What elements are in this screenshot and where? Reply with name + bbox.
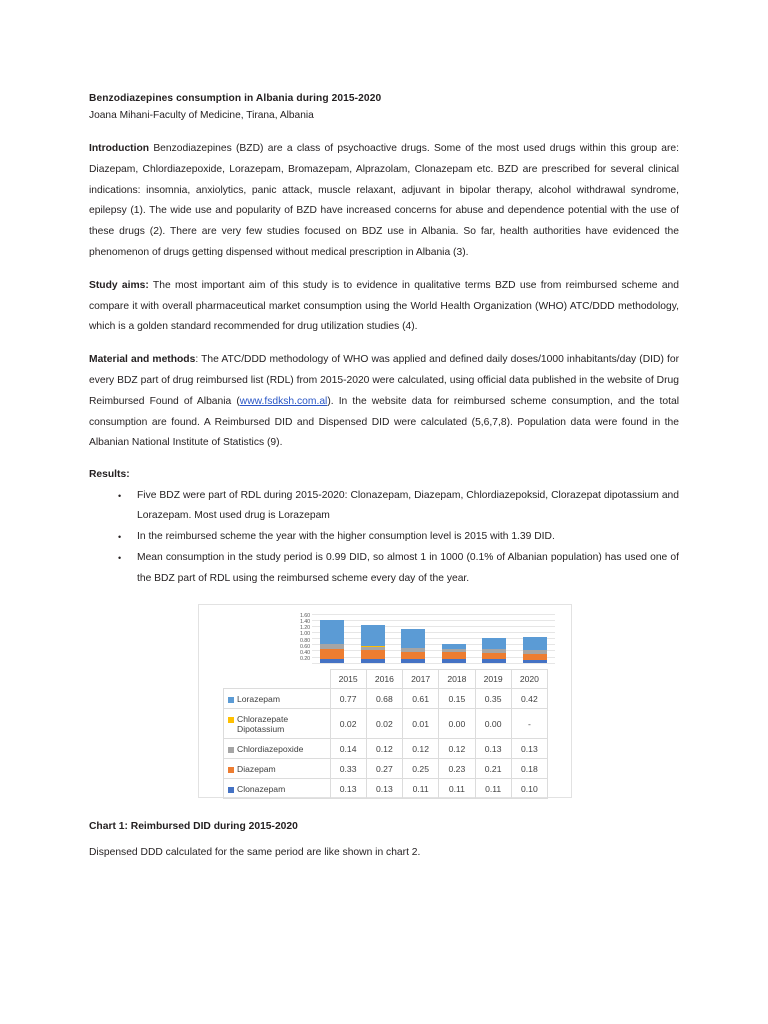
data-cell: 0.33 <box>330 759 366 779</box>
data-cell: 0.02 <box>330 709 366 739</box>
list-item: • Five BDZ were part of RDL during 2015-2020: Clonazepam, Diazepam, Chlordiazepoksid, Clorazepat dipotassium and Lorazepam. Most used drug is Lorazepam <box>89 486 679 528</box>
bar-group-2018 <box>434 614 475 663</box>
data-cell: - <box>511 709 547 739</box>
chart-plot-bars <box>312 614 555 663</box>
stacked-bar <box>442 644 466 663</box>
bar-group-2019 <box>474 614 515 663</box>
chart-y-axis <box>284 614 310 664</box>
legend-swatch-icon <box>228 747 234 753</box>
data-cell: 0.13 <box>511 739 547 759</box>
results-bullet-list <box>89 486 679 590</box>
data-cell: 0.11 <box>475 779 511 799</box>
table-row <box>224 689 548 709</box>
legend-entry-clonazepam <box>224 779 331 799</box>
list-item: • In the reimbursed scheme the year with the higher consumption level is 2015 with 1.39 DID. <box>89 527 679 548</box>
data-cell: 0.13 <box>366 779 402 799</box>
stacked-bar <box>523 637 547 662</box>
data-cell: 0.12 <box>403 739 439 759</box>
column-header-2018: 2018 <box>439 669 475 689</box>
bar-segment-clonazepam <box>361 659 385 663</box>
introduction-paragraph <box>89 139 679 264</box>
study-aims-body: The most important aim of this study is to evidence in qualitative terms BZD use from reimbursed scheme and compare it with overall pharmaceutical market consumption using the World Health Organization (WHO) ATC/DDD methodology, which is a golden standard recommended for drug utilization studies (4). <box>89 279 679 333</box>
y-axis-tick: 0.60 <box>299 643 310 650</box>
legend-swatch-icon <box>228 767 234 773</box>
material-methods-label: Material and methods <box>89 354 196 366</box>
data-cell: 0.15 <box>439 689 475 709</box>
legend-entry-lorazepam <box>224 689 331 709</box>
bar-segment-lorazepam <box>361 625 385 646</box>
legend-label: Chlorazepate <box>237 713 289 724</box>
y-axis-tick: 1.20 <box>299 625 310 632</box>
y-axis-tick: 0.40 <box>299 650 310 657</box>
chart-data-table-body <box>224 669 548 799</box>
chart-caption: Chart 1: Reimbursed DID during 2015-2020 <box>89 820 298 832</box>
material-methods-paragraph <box>89 350 679 454</box>
bar-segment-lorazepam <box>482 638 506 649</box>
y-axis-tick: 1.40 <box>299 618 310 625</box>
data-cell: 0.25 <box>403 759 439 779</box>
data-cell: 0.00 <box>439 709 475 739</box>
bar-segment-lorazepam <box>523 637 547 650</box>
y-axis-tick: 1.00 <box>299 631 310 638</box>
legend-label: Clonazepam <box>237 783 286 794</box>
data-cell: 0.21 <box>475 759 511 779</box>
data-cell: 0.42 <box>511 689 547 709</box>
chart-data-table <box>223 669 548 800</box>
document-content <box>89 91 679 863</box>
data-cell: 0.11 <box>439 779 475 799</box>
bar-segment-clonazepam <box>401 659 425 662</box>
study-aims-label: Study aims: <box>89 279 149 291</box>
legend-label-line2: Dipotassium <box>237 723 285 734</box>
bar-segment-diazepam <box>401 652 425 660</box>
legend-swatch-icon <box>228 697 234 703</box>
data-cell: 0.00 <box>475 709 511 739</box>
data-cell: 0.18 <box>511 759 547 779</box>
table-row <box>224 779 548 799</box>
column-header-2019: 2019 <box>475 669 511 689</box>
legend-entry-chlordiazepoxide <box>224 739 331 759</box>
bar-segment-clonazepam <box>320 659 344 663</box>
data-cell: 0.13 <box>330 779 366 799</box>
page-title: Benzodiazepines consumption in Albania during 2015-2020 <box>89 93 382 104</box>
data-cell: 0.68 <box>366 689 402 709</box>
y-axis-tick: 0.20 <box>299 656 310 663</box>
data-cell: 0.12 <box>366 739 402 759</box>
table-row <box>224 709 548 739</box>
data-cell: 0.27 <box>366 759 402 779</box>
introduction-label: Introduction <box>89 143 150 155</box>
legend-label: Diazepam <box>237 763 276 774</box>
list-item: • Mean consumption in the study period is 0.99 DID, so almost 1 in 1000 (0.1% of Albanian population) has used one of the BDZ part of RDL using the reimbursed scheme every day of the year. <box>89 548 679 590</box>
column-header-2016: 2016 <box>366 669 402 689</box>
legend-label: Lorazepam <box>237 693 280 704</box>
data-cell: 0.35 <box>475 689 511 709</box>
stacked-bar <box>401 629 425 663</box>
chart-1-container <box>198 604 572 798</box>
column-header-2017: 2017 <box>403 669 439 689</box>
y-axis-tick: 1.60 <box>299 612 310 619</box>
bar-segment-diazepam <box>442 652 466 659</box>
data-cell: 0.61 <box>403 689 439 709</box>
data-cell: 0.01 <box>403 709 439 739</box>
legend-entry-diazepam <box>224 759 331 779</box>
study-aims-paragraph <box>89 276 679 338</box>
bar-segment-lorazepam <box>320 620 344 644</box>
fsdksh-website-link[interactable]: www.fsdksh.com.al <box>239 395 328 407</box>
bar-segment-diazepam <box>320 649 344 659</box>
data-cell: 0.13 <box>475 739 511 759</box>
bar-segment-clonazepam <box>442 659 466 662</box>
bar-segment-lorazepam <box>401 629 425 648</box>
table-row <box>224 739 548 759</box>
gridline <box>312 663 555 664</box>
bar-group-2020 <box>515 614 556 663</box>
legend-label: Chlordiazepoxide <box>237 743 304 754</box>
data-cell: 0.77 <box>330 689 366 709</box>
material-methods-body-part2: ). In the website data for reimbursed scheme consumption, and the total consumption are found. A Reimbursed DID and Dispensed DID were calculated (5,6,7,8). Population data were found in the Albanian National Institute of Statistics (9). <box>89 395 680 449</box>
closing-line: Dispensed DDD calculated for the same period are like shown in chart 2. <box>89 847 421 859</box>
y-axis-tick: 0.80 <box>299 637 310 644</box>
bar-group-2015 <box>312 614 353 663</box>
bar-segment-clonazepam <box>523 660 547 663</box>
author-line: Joana Mihani-Faculty of Medicine, Tirana, Albania <box>89 109 314 121</box>
table-row <box>224 759 548 779</box>
bar-segment-clonazepam <box>482 659 506 662</box>
data-cell: 0.02 <box>366 709 402 739</box>
stacked-bar <box>320 620 344 663</box>
data-cell: 0.12 <box>439 739 475 759</box>
material-methods-body-part1: : The ATC/DDD methodology of WHO was applied and defined daily doses/1000 inhabitants/day (DID) for every BDZ part of drug reimbursed list (RDL) from 2015-2020 were calculated, using official data published in the website of Drug Reimbursed Found of Albania ( <box>89 354 679 407</box>
data-cell: 0.10 <box>511 779 547 799</box>
table-corner-blank <box>224 669 331 689</box>
stacked-bar <box>482 638 506 662</box>
stacked-bar <box>361 625 385 662</box>
data-cell: 0.23 <box>439 759 475 779</box>
bar-group-2017 <box>393 614 434 663</box>
bar-segment-diazepam <box>361 650 385 658</box>
introduction-body: Benzodiazepines (BZD) are a class of psychoactive drugs. Some of the most used drugs within this group are: Diazepam, Chlordiazepoxide, Lorazepam, Bromazepam, Alprazolam, Clonazepam etc. BZD are prescribed for several clinical indications: insomnia, anxiolytics, panic attack, muscle relaxant, adjuvant in bipolar therapy, alcohol withdrawal syndrome, epilepsy (1). The wide use and popularity of BZD have increased concerns for abuse and dependence potential with the use of these drugs (2). There are very few studies focused on BDZ use in Albania. So far, health authorities have evidenced the phenomenon of drugs getting dispensed without medical prescription in Albania (3). <box>89 143 679 259</box>
legend-entry-chlorazepate-dipotassium <box>224 709 331 739</box>
data-cell: 0.14 <box>330 739 366 759</box>
bar-group-2016 <box>353 614 394 663</box>
table-row <box>224 669 548 689</box>
column-header-2015: 2015 <box>330 669 366 689</box>
legend-swatch-icon <box>228 787 234 793</box>
column-header-2020: 2020 <box>511 669 547 689</box>
legend-swatch-icon <box>228 717 234 723</box>
data-cell: 0.11 <box>403 779 439 799</box>
results-label: Results: <box>89 469 130 481</box>
